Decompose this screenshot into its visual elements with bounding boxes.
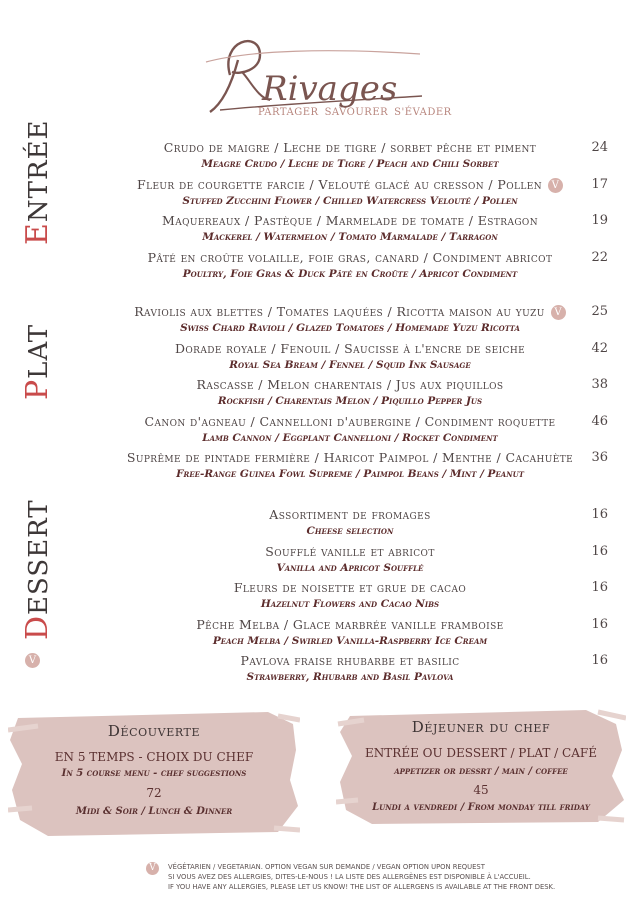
tagline [258, 107, 458, 118]
dish-name-en: Poultry, Foie Gras & Duck Pâté en Croûte / Apricot Condiment [182, 267, 518, 280]
vegetarian-icon: V [548, 178, 563, 193]
dish-name-fr: Soufflé vanille et abricot [265, 543, 435, 559]
dish-name-fr: Rascasse / Melon charentais / Jus aux piquillos [196, 377, 504, 392]
decouverte-price: 72 [146, 786, 162, 800]
menu-item [70, 339, 630, 376]
dish-name-fr: Pâté en croûte volaille, foie gras, canard / Condiment abricot [147, 249, 553, 265]
dejeuner-title: Déjeuner du chef [411, 718, 551, 736]
dish-name-fr: Canon d'agneau / Cannelloni d'aubergine / Condiment roquette [144, 413, 556, 429]
dish-name-fr: Crudo de maigre / Leche de tigre / sorbet pêche et piment [163, 140, 537, 155]
dish-name-en: Mackerel / Watermelon / Tomato Marmalade / Tarragon [202, 231, 498, 243]
dessert-list [70, 505, 630, 688]
dish-name-en: Lamb Cannon / Eggplant Cannelloni / Rocket Condiment [202, 431, 498, 444]
menu-item [70, 138, 630, 175]
tagline-word: PARTAGER [258, 107, 319, 118]
menu-item [70, 412, 630, 449]
dish-name-fr: Maquereaux / Pastèque / Marmelade de tomate / Estragon [162, 213, 538, 228]
dish-name-en: Meagre Crudo / Leche de Tigre / Peach and Chili Sorbet [201, 158, 499, 170]
decouverte-line2: In 5 course menu - chef suggestions [61, 768, 247, 779]
dish-name-en: Vanilla and Apricot Soufflé [276, 561, 424, 574]
dish-price: 16 [591, 507, 608, 522]
vegetarian-icon: V [551, 305, 566, 320]
dish-name-en: Hazelnut Flowers and Cacao Nibs [260, 598, 440, 610]
dish-name-en: Free-Range Guinea Fowl Supreme / Paimpol Beans / Mint / Peanut [176, 468, 524, 480]
dejeuner-line1: ENTRÉE OU DESSERT / PLAT / CAFÉ [365, 746, 597, 760]
menu-item [70, 542, 630, 579]
footnote-line: IF YOU HAVE ANY ALLERGIES, PLEASE LET US KNOW! THE LIST OF ALLERGENS IS AVAILABLE AT THE FRONT DESK. [168, 883, 556, 891]
menu-item [70, 248, 630, 285]
plat-list [70, 302, 630, 485]
menu-item [70, 615, 630, 652]
dish-price: 36 [591, 450, 608, 465]
section-title-dessert: DESSERT [20, 499, 55, 640]
decouverte-title: Découverte [107, 722, 201, 740]
tagline-word: S'ÉVADER [394, 107, 452, 118]
menu-item [70, 375, 630, 412]
dish-price: 16 [591, 616, 608, 632]
dish-name-en: Peach Melba / Swirled Vanilla-Raspberry Ice Cream [212, 634, 488, 647]
dejeuner-line3: Lundi a vendredi / From monday till friday [372, 802, 590, 813]
menu-item [70, 175, 630, 212]
dish-name-en: Strawberry, Rhubarb and Basil Pavlova [246, 671, 454, 683]
dish-price: 16 [591, 653, 608, 668]
logo-text: Rivages [262, 69, 398, 109]
menu-item [70, 505, 630, 542]
decouverte-line1: EN 5 TEMPS - CHOIX DU CHEF [54, 750, 254, 764]
dish-name-en: Royal Sea Bream / Fennel / Squid Ink Sausage [229, 358, 471, 371]
dish-name-fr: Pêche Melba / Glace marbrée vanille framboise [196, 616, 504, 632]
dish-price: 19 [591, 213, 608, 228]
menu-item [70, 651, 630, 688]
dish-name-fr: Fleurs de noisette et grue de cacao [233, 580, 467, 595]
menu-item [70, 211, 630, 248]
dish-name-fr: Dorade royale / Fenouil / Saucisse à l'encre de seiche [174, 340, 526, 356]
footnote-line: VÉGÉTARIEN / VEGETARIAN. OPTION VEGAN SUR DEMANDE / VEGAN OPTION UPON REQUEST [168, 863, 485, 871]
menu-item [70, 448, 630, 485]
dish-name-en: Cheese selection [306, 525, 394, 537]
section-title-plat: PLAT [20, 323, 55, 400]
dish-name-fr: Fleur de courgette farcie / Velouté glacé au cresson / Pollen V [70, 175, 630, 193]
footnote [168, 862, 555, 892]
dish-name-en: Stuffed Zucchini Flower / Chilled Watercress Velouté / Pollen [182, 194, 518, 207]
dish-name-en: Rockfish / Charentais Melon / Piquillo Pepper Jus [217, 395, 483, 407]
dish-name-fr: Pavlova fraise rhubarbe et basilic [240, 653, 460, 668]
menu-item [70, 302, 630, 339]
dish-name-fr: Assortiment de fromages [269, 507, 431, 522]
dish-price: 38 [591, 377, 608, 392]
dessert-veg-icon: V [25, 653, 40, 668]
dish-price: 46 [591, 413, 608, 429]
vegetarian-icon: V [146, 862, 159, 875]
decouverte-line3: Midi & Soir / Lunch & Dinner [75, 806, 233, 817]
entree-list [70, 138, 630, 284]
dish-price: 25 [591, 304, 608, 319]
dish-price: 42 [591, 340, 608, 356]
dish-name-fr: Raviolis aux blettes / Tomates laquées / Ricotta maison au yuzu V [70, 302, 630, 320]
dish-name-en: Swiss Chard Ravioli / Glazed Tomatoes / Homemade Yuzu Ricotta [180, 322, 520, 334]
menu-item [70, 578, 630, 615]
tagline-word: SAVOURER [324, 107, 389, 118]
dejeuner-price: 45 [473, 783, 489, 797]
dish-name-fr: Suprême de pintade fermière / Haricot Paimpol / Menthe / Cacahuète [126, 450, 574, 465]
footnote-line: SI VOUS AVEZ DES ALLERGIES, DITES-LE-NOUS ! LA LISTE DES ALLERGÈNES EST DISPONIBLE À L'ACCUEIL. [168, 873, 531, 881]
dish-price: 16 [591, 580, 608, 595]
dish-price: 16 [591, 543, 608, 559]
dish-price: 22 [591, 249, 608, 265]
dish-price: 17 [591, 176, 608, 192]
dish-price: 24 [591, 140, 608, 155]
section-title-entree: ENTRÉE [20, 119, 55, 245]
dejeuner-line2: appetizer or dessrt / main / coffee [394, 766, 568, 777]
